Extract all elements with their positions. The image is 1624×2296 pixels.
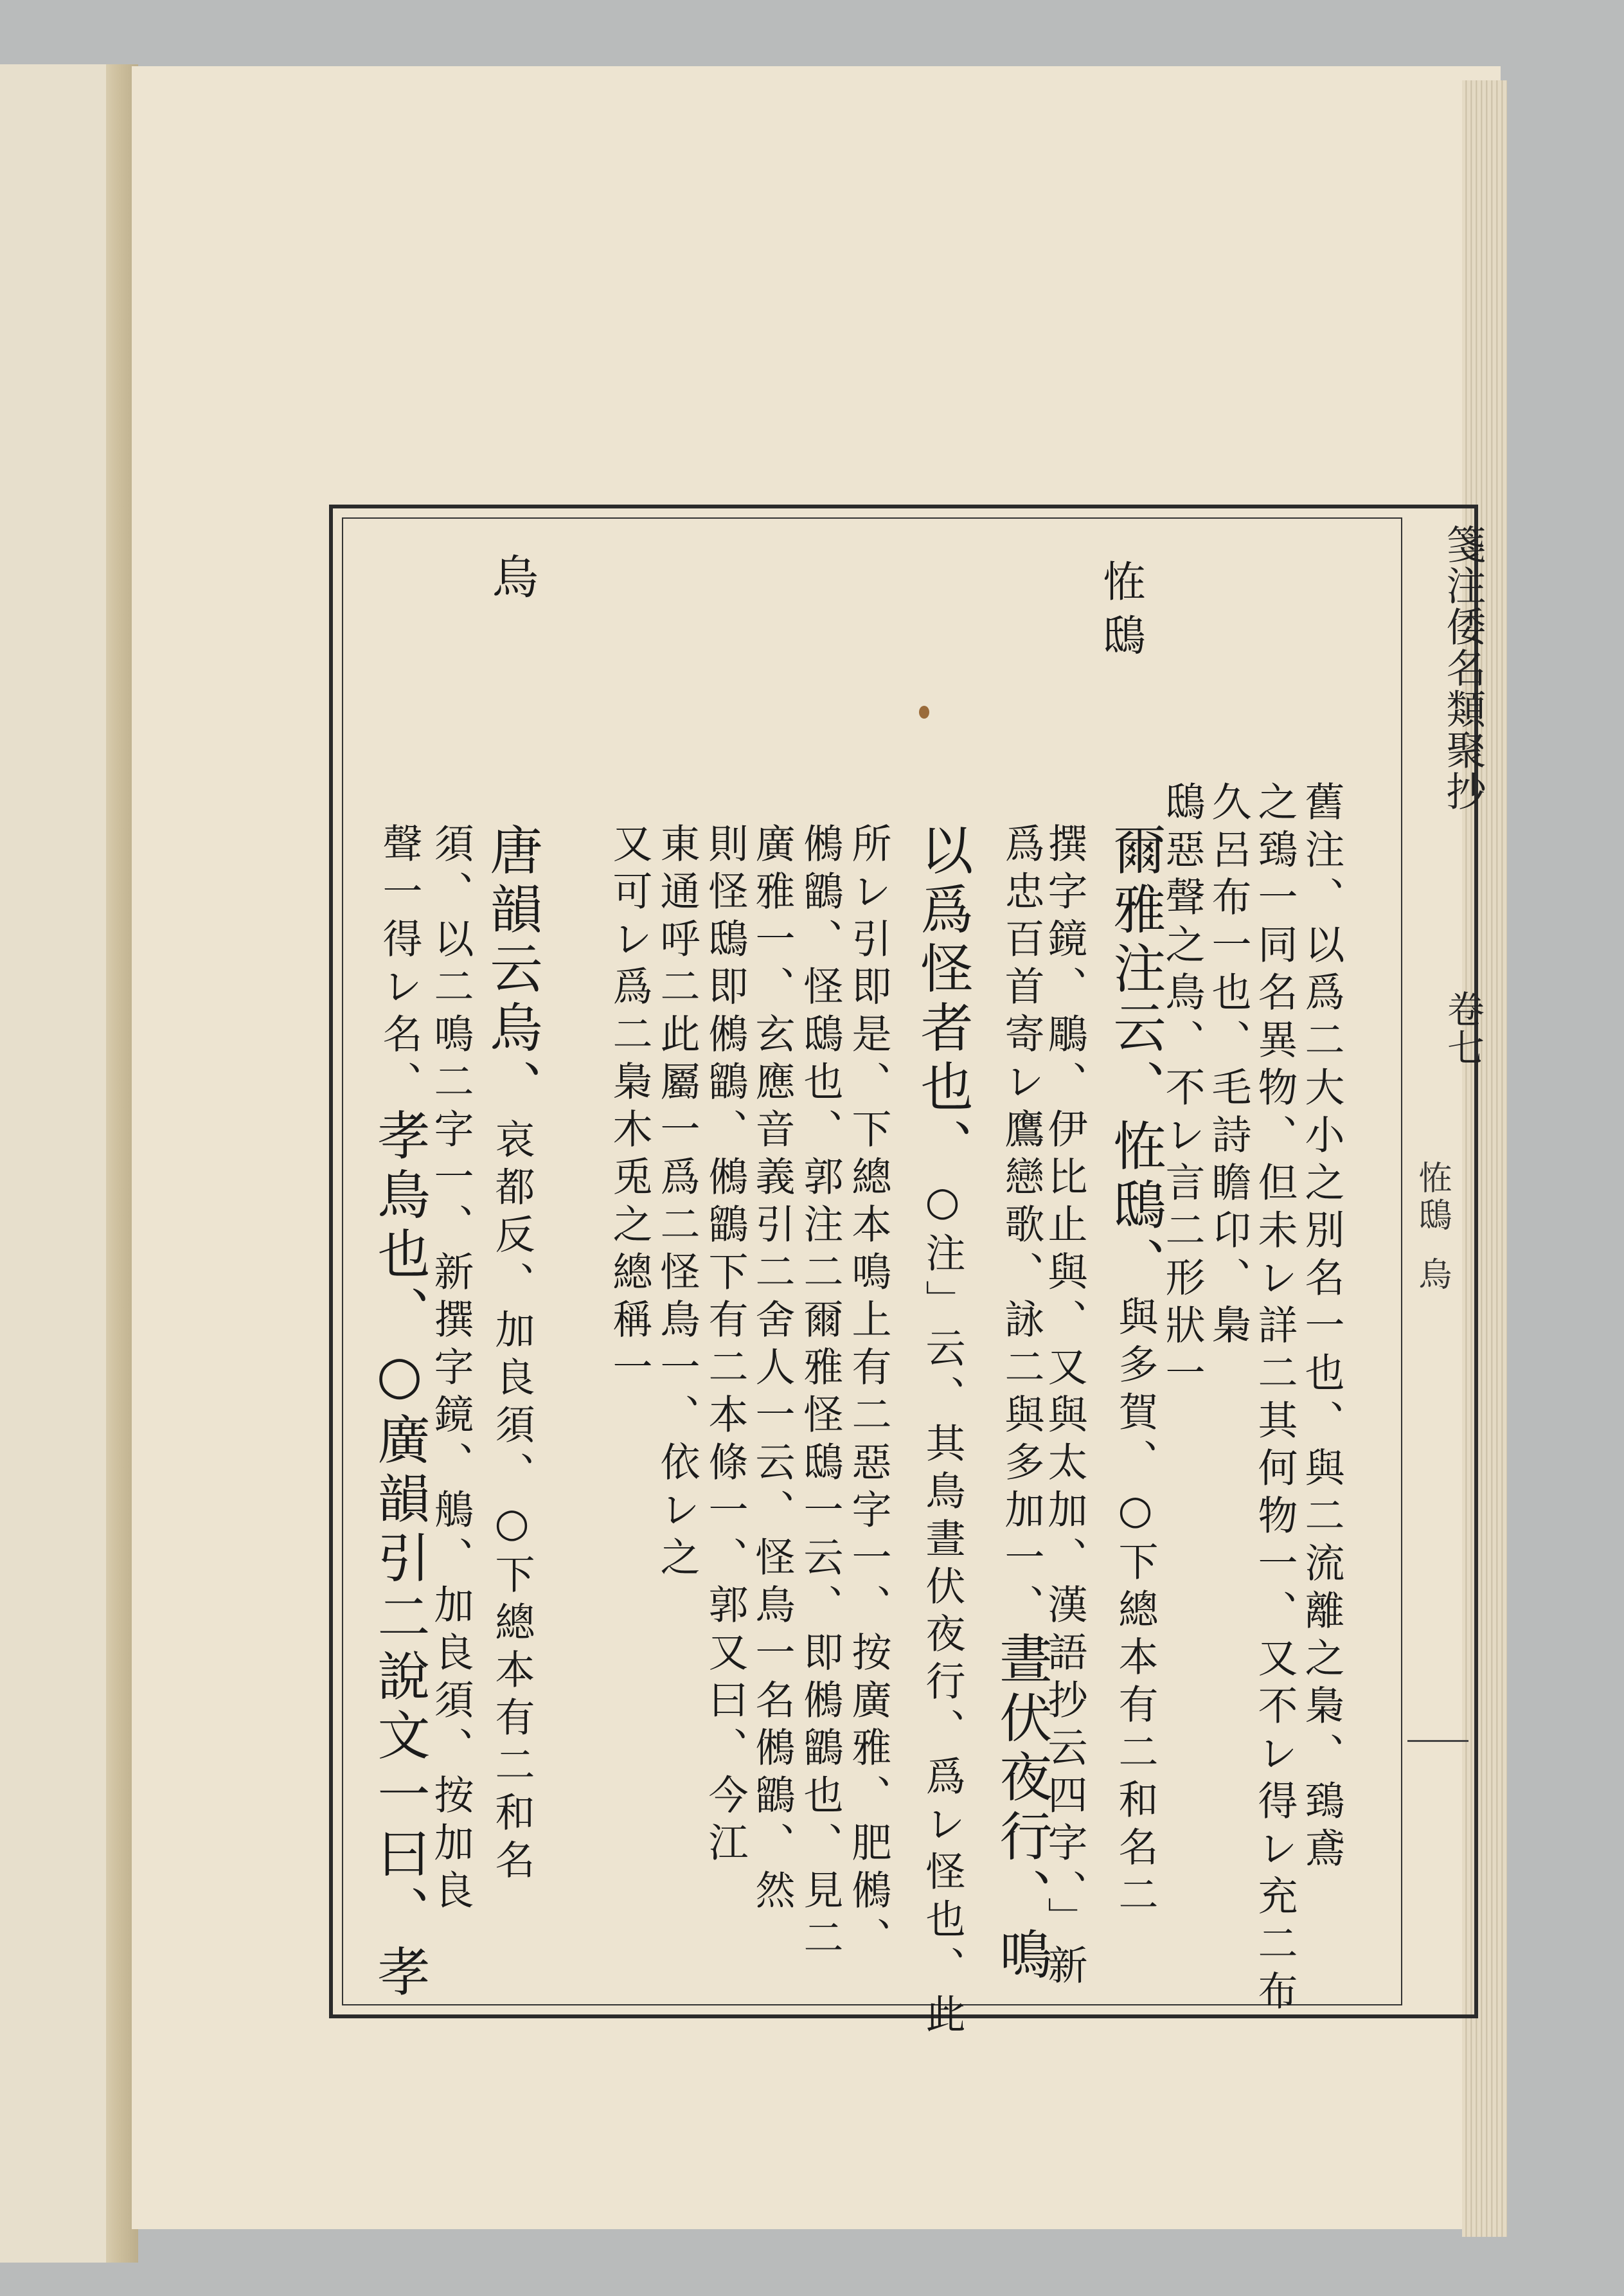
column-lead: 唐韻云烏、	[481, 823, 542, 1118]
text-column: 舊注、以爲二大小之別名一也、與二流離之梟、鵄鳶	[1298, 781, 1345, 1875]
section-title: 恠鴟	[1413, 1160, 1451, 1235]
text-column: 撰字鏡、鵰、伊比止與、又與太加、漢語抄云四字、」新	[1041, 823, 1088, 1992]
entry-heading: 烏	[485, 553, 539, 608]
text-column	[481, 823, 542, 1887]
text-column: 則怪鴟即鵂鶹、鵂鶹下有二本條一、郭又曰、今江	[702, 823, 749, 1869]
column-rest: ○注」云、其鳥晝伏夜行、爲レ怪也、此	[919, 1178, 966, 2041]
text-column: 須、以二鳴二字一、新撰字鏡、鵃、加良須、按加良	[427, 823, 474, 1917]
column-lead: 爲忠百首寄レ鷹戀歌、詠二與多加一、	[998, 823, 1045, 1631]
text-column	[369, 823, 430, 2004]
margin-rule	[1407, 1740, 1468, 1742]
column-rest: 與多賀、○下總本有二和名二	[1112, 1296, 1159, 1921]
entry-heading: 恠鴟	[1096, 559, 1145, 667]
column-lead: 以爲怪者也、	[912, 823, 973, 1178]
text-column: 鴟惡聲之鳥、不レ言二形狀一	[1159, 781, 1206, 1399]
text-column: 東通呼二此屬一爲二怪鳥一、依レ之	[654, 823, 700, 1584]
column-lead: 爾雅注云、恠鴟、	[1105, 823, 1166, 1296]
text-column: 廣雅一、玄應音義引二舍人一云、怪鳥一名鵂鶹、然	[749, 823, 796, 1917]
column-lead: 聲一得レ名、	[376, 823, 423, 1108]
text-column: 又可レ爲二梟木兎之總稱一	[606, 823, 653, 1394]
column-rest: 晝伏夜行、鳴	[991, 1631, 1052, 1986]
text-column	[1105, 823, 1166, 1921]
text-column: 所レ引即是、下總本鳴上有二惡字一、按廣雅、肥鵂、	[845, 823, 892, 1964]
text-column: 久呂布一也、毛詩瞻卬、梟	[1205, 781, 1252, 1352]
column-rest: 哀都反、加良須、○下總本有二和名	[488, 1118, 535, 1887]
text-column: 之鵄一同名異物、但未レ詳二其何物一、又不レ得レ充二布	[1251, 781, 1298, 2018]
column-rest: 孝鳥也、○廣韻引二說文一曰、孝	[369, 1108, 430, 2004]
section-subtitle: 烏	[1413, 1257, 1451, 1294]
volume-label: 卷七	[1441, 990, 1485, 1067]
book-title: 箋注倭名類聚抄	[1440, 524, 1486, 812]
text-column: 鵂鶹、怪鴟也、郭注二爾雅怪鴟一云、即鵂鶹也、見二	[797, 823, 844, 1964]
ink-spot	[919, 706, 929, 719]
text-column	[912, 823, 973, 2041]
text-column	[991, 823, 1052, 1986]
